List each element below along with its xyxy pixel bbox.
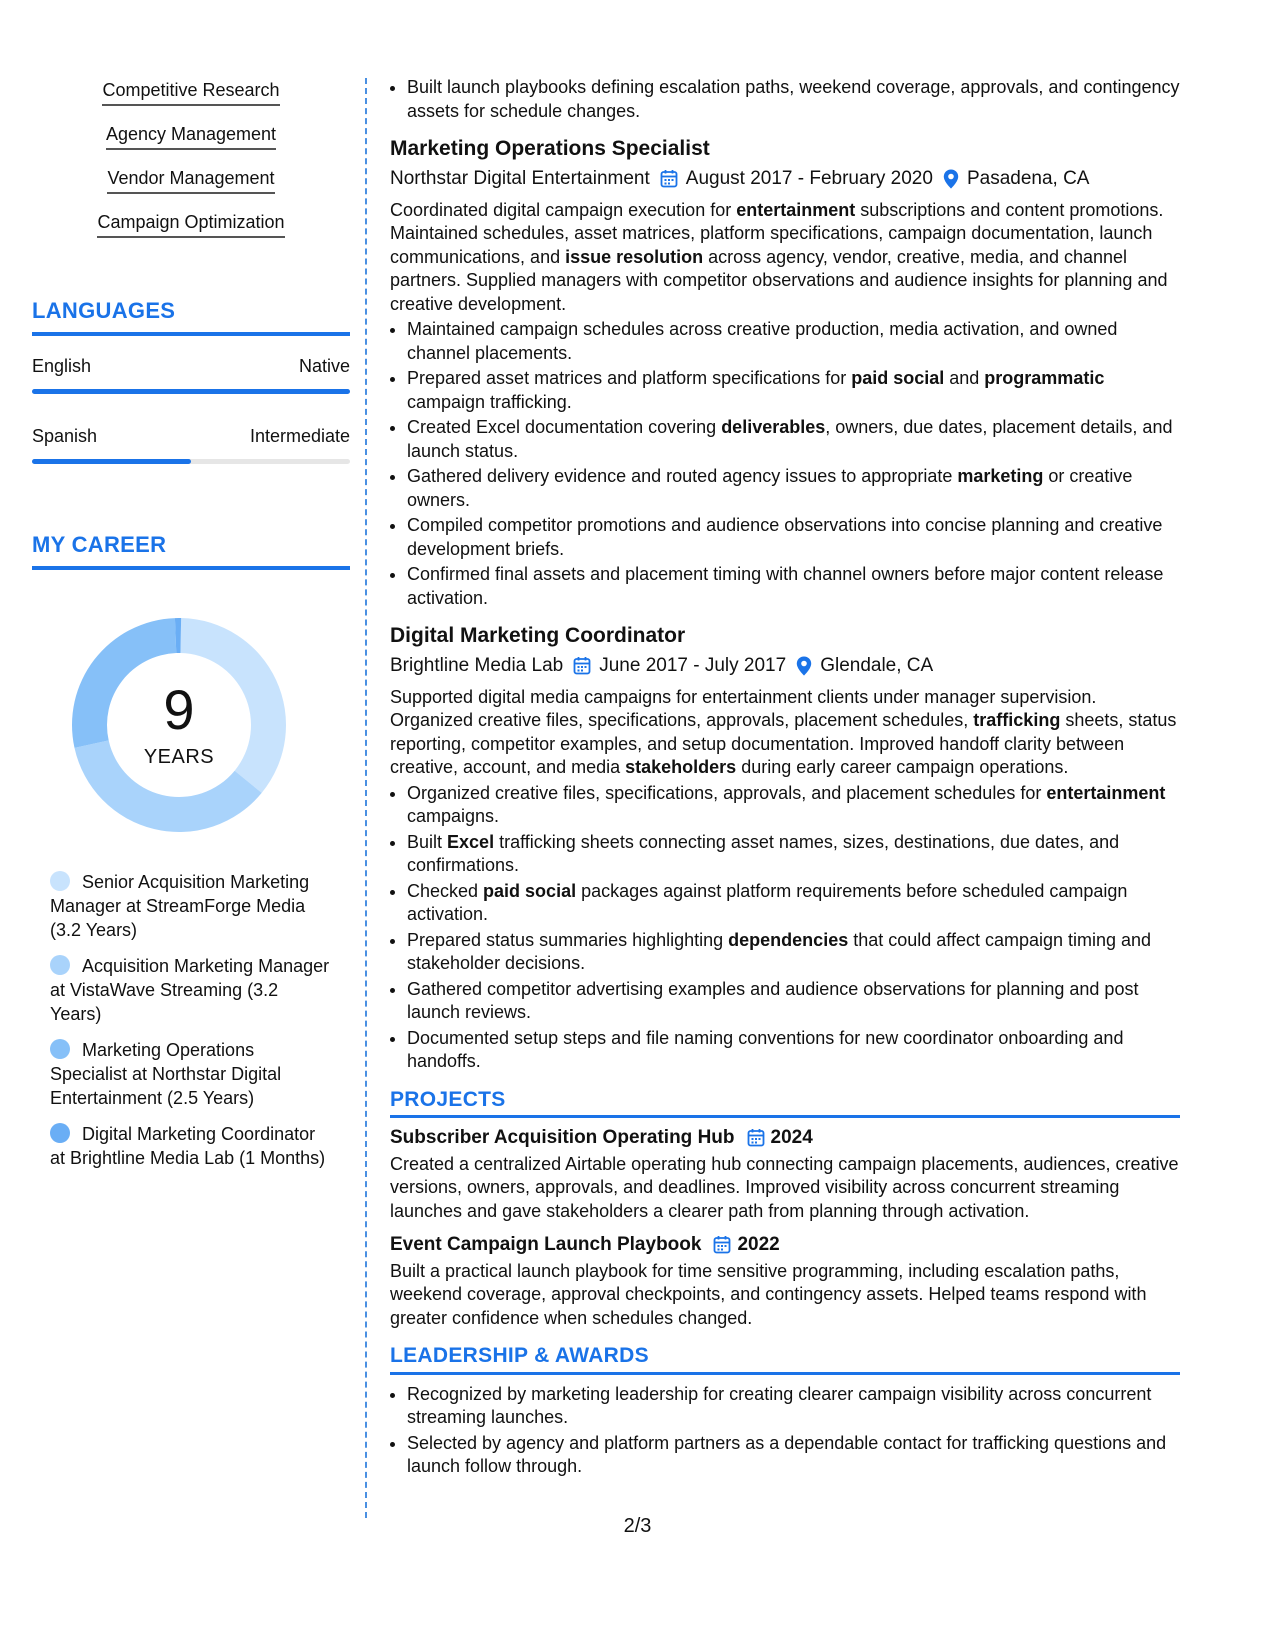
projects-title: PROJECTS [390, 1088, 1180, 1119]
legend-item [50, 1122, 330, 1170]
legend-dot [50, 1123, 70, 1143]
location-pin-icon [943, 169, 959, 189]
legend-item [50, 870, 330, 942]
job-dates: August 2017 - February 2020 [685, 168, 933, 189]
language-bar-fill [32, 459, 191, 464]
calendar-icon [660, 169, 678, 188]
location-pin-icon [796, 656, 812, 676]
sidebar [32, 80, 350, 1182]
bullet-item: • Built Excel trafficking sheets connecting asset names, sizes, destinations, due dates, and confirmations. [407, 831, 1180, 878]
legend-label: Digital Marketing Coordinator at Brightline Media Lab (1 Months) [50, 1124, 326, 1168]
language-bar [32, 459, 350, 464]
legend-label: Marketing Operations Specialist at Northstar Digital Entertainment (2.5 Years) [50, 1040, 282, 1108]
main-content [390, 76, 1180, 1481]
languages-title: LANGUAGES [32, 298, 350, 336]
bullet-item: • Confirmed final assets and placement timing with channel owners before major content release activation. [407, 563, 1180, 610]
bullet-item: • Checked paid social packages against platform requirements before scheduled campaign activation. [407, 880, 1180, 927]
calendar-icon [713, 1235, 731, 1254]
job-company: Brightline Media Lab [390, 655, 564, 676]
project-description: Created a centralized Airtable operating hub connecting campaign placements, audiences, creative versions, owners, approvals, and deadlines. Improved visibility across concurrent streaming launches and gave stakeholders a clearer path from planning through activation. [390, 1153, 1179, 1221]
legend-dot [50, 1039, 70, 1059]
project-title: Event Campaign Launch Playbook [390, 1234, 702, 1255]
project-description: Built a practical launch playbook for time sensitive programming, including escalation paths, weekend coverage, approval checkpoints, and contingency assets. Helped teams respond with greater confidence when schedules changed. [390, 1260, 1147, 1328]
awards-list [390, 1383, 1180, 1479]
bullet-item: • Prepared asset matrices and platform specifications for paid social and programmatic campaign trafficking. [407, 367, 1180, 414]
job-title: Marketing Operations Specialist [390, 137, 710, 160]
project-year: 2024 [770, 1127, 813, 1148]
career-title: MY CAREER [32, 532, 350, 570]
job-dates: June 2017 - July 2017 [599, 655, 787, 676]
legend-label: Senior Acquisition Marketing Manager at StreamForge Media (3.2 Years) [50, 872, 310, 940]
bullet-item: • Compiled competitor promotions and audience observations into concise planning and creative development briefs. [407, 514, 1180, 561]
project-entry [390, 1126, 1180, 1223]
job-entry [390, 135, 1180, 610]
language-name: English [32, 356, 92, 376]
award-item: • Selected by agency and platform partners as a dependable contact for trafficking questions and launch follow through. [407, 1432, 1180, 1479]
job-meta [390, 167, 1180, 191]
career-total-years: 9 [163, 678, 195, 741]
job-entry [390, 622, 1180, 1074]
legend-item [50, 1038, 330, 1110]
column-divider [365, 78, 367, 1518]
top-bullets [390, 76, 1180, 123]
job-bullets [390, 318, 1180, 610]
legend-dot [50, 871, 70, 891]
award-item: • Recognized by marketing leadership for creating clearer campaign visibility across concurrent streaming launches. [407, 1383, 1180, 1430]
language-item [32, 356, 350, 394]
job-location: Glendale, CA [820, 655, 934, 676]
page-number: 2/3 [623, 1515, 652, 1537]
job-company: Northstar Digital Entertainment [390, 168, 650, 189]
bullet-item: • Organized creative files, specifications, approvals, and placement schedules for entertainment campaigns. [407, 782, 1180, 829]
language-level: Intermediate [249, 426, 350, 446]
bullet-item: • Created Excel documentation covering deliverables, owners, due dates, placement details, and launch status. [407, 416, 1180, 463]
bullet-item: • Maintained campaign schedules across creative production, media activation, and owned channel placements. [407, 318, 1180, 365]
language-bar-fill [32, 389, 350, 394]
skill-item: Competitive Research [102, 80, 279, 106]
job-meta [390, 654, 1180, 678]
job-summary: Coordinated digital campaign execution for entertainment subscriptions and content promotions. Maintained schedules, asset matrices, platform specifications, campaign documentation, launch communications, and issue resolution across agency, vendor, creative, media, and channel partners. Supplied managers with competitor observations and audience insights for planning and creative development. [390, 199, 1168, 314]
legend-label: Acquisition Marketing Manager at VistaWave Streaming (3.2 Years) [50, 956, 330, 1024]
legend-dot [50, 955, 70, 975]
skill-item: Agency Management [106, 124, 276, 150]
legend-item [50, 954, 330, 1026]
career-donut-chart [64, 610, 294, 840]
bullet-item: • Documented setup steps and file naming conventions for new coordinator onboarding and handoffs. [407, 1027, 1180, 1074]
job-summary: Supported digital media campaigns for entertainment clients under manager supervision. Organized creative files, specifications, approvals, placement schedules, trafficking sheets, status reporting, competitor examples, and setup documentation. Improved handoff clarity between creative, account, and media stakeholders during early career campaign operations. [390, 686, 1177, 777]
bullet-item: • Built launch playbooks defining escalation paths, weekend coverage, approvals, and contingency assets for schedule changes. [407, 76, 1180, 123]
bullet-item: • Prepared status summaries highlighting dependencies that could affect campaign timing and stakeholder decisions. [407, 929, 1180, 976]
job-location: Pasadena, CA [966, 168, 1090, 189]
project-title: Subscriber Acquisition Operating Hub [390, 1127, 735, 1148]
career-years-label: YEARS [143, 746, 215, 768]
project-year: 2022 [737, 1234, 780, 1255]
job-title: Digital Marketing Coordinator [390, 624, 686, 647]
skills-list [32, 80, 350, 256]
bullet-item: • Gathered competitor advertising examples and audience observations for planning and post launch reviews. [407, 978, 1180, 1025]
bullet-item: • Gathered delivery evidence and routed agency issues to appropriate marketing or creative owners. [407, 465, 1180, 512]
language-bar [32, 389, 350, 394]
career-legend [50, 870, 330, 1170]
job-bullets [390, 782, 1180, 1074]
skill-item: Campaign Optimization [97, 212, 284, 238]
skill-item: Vendor Management [107, 168, 274, 194]
awards-title: LEADERSHIP & AWARDS [390, 1344, 1180, 1375]
language-name: Spanish [32, 426, 98, 446]
language-level: Native [298, 356, 350, 376]
project-entry [390, 1233, 1180, 1330]
calendar-icon [747, 1128, 765, 1147]
language-item [32, 426, 350, 464]
calendar-icon [573, 656, 591, 675]
